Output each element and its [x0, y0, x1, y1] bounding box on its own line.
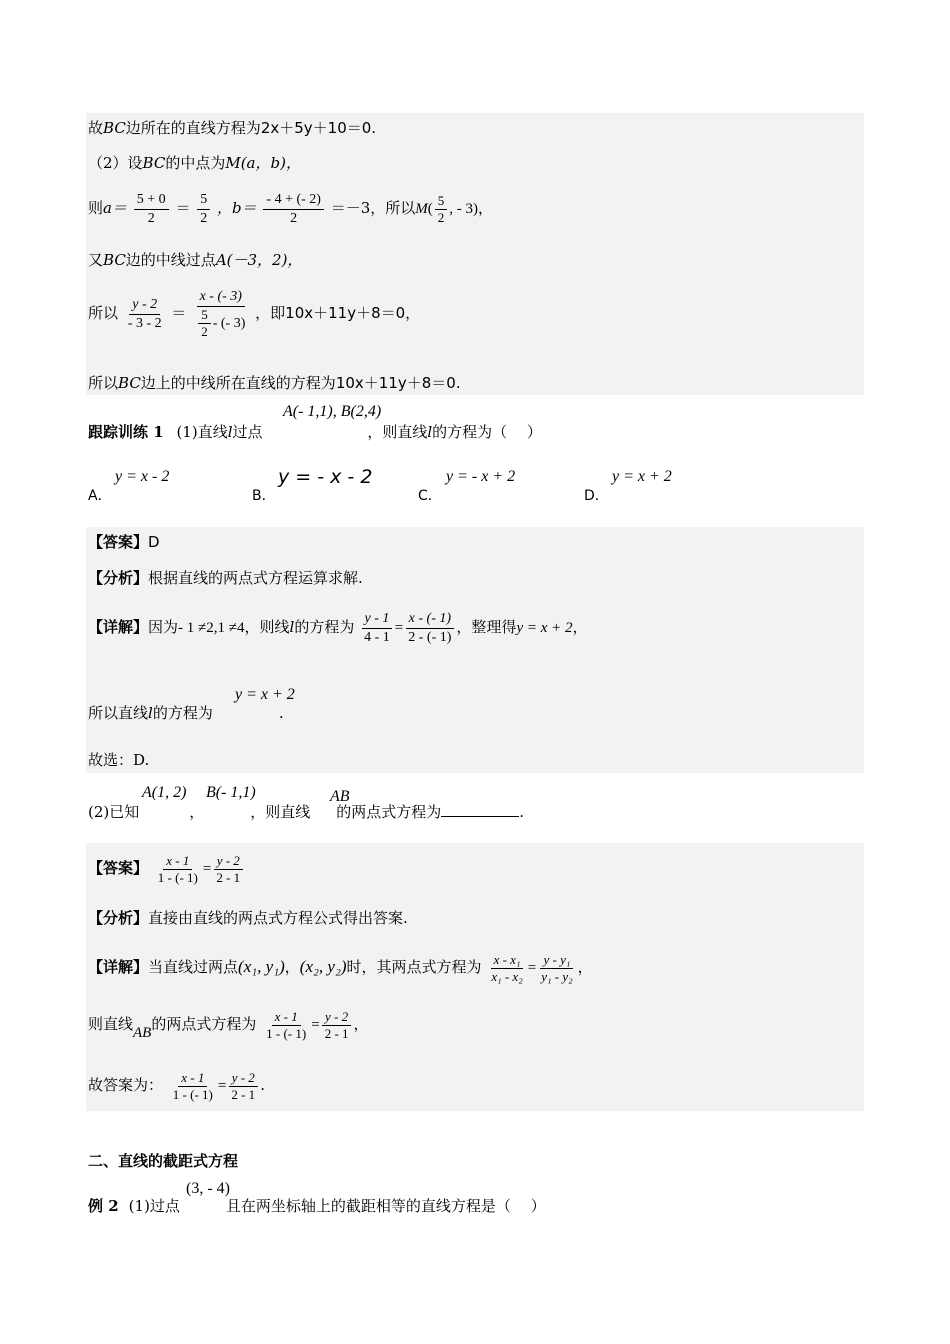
- fraction: $\frac{- 4 + (- 2)}{2}$: [263, 191, 324, 228]
- fraction: $\frac{\text{x - x₁}}{\text{x₁ - x₂}}$: [491, 951, 523, 984]
- solution-line-3: 则a＝ $\frac{5 + 0}{2}$ ＝ $\frac{5}{2}$ ，b＝ $\frac{- 4 + (- 2)}{2}$ ＝－3，所以M( $\frac{5}{2}$ , - 3)，: [88, 191, 494, 226]
- q2-point-b: B(- 1,1): [206, 784, 256, 801]
- option-d-letter[interactable]: D．: [584, 488, 609, 504]
- fraction: $\frac{x - 1}{1 - (- 1)}$: [157, 852, 198, 885]
- answer-block-1-bg: [86, 527, 864, 773]
- q2-ab: AB: [330, 788, 350, 805]
- answer-1: 【答案】D: [88, 533, 160, 551]
- fraction: $\frac{5}{2}$: [197, 191, 210, 228]
- detail-1: 【详解】因为- 1 ≠2,1 ≠4，则线l的方程为 $\frac{y - 1}{4 - 1}$ = $\frac{x - (- 1)}{2 - (- 1)}$ ，整理得y = x + 2，: [88, 610, 588, 645]
- example-2-line: 例 2 (1)过点 且在两坐标轴上的截距相等的直线方程是（ ）: [88, 1197, 546, 1215]
- section-heading: 二、直线的截距式方程: [88, 1152, 239, 1170]
- fraction: $\frac{x - (- 1)}{2 - (- 1)}$: [405, 610, 454, 647]
- choose-line: 故选：D.: [88, 751, 150, 769]
- solution-line-6: 所以BC边上的中线所在直线的方程为10x＋11y＋8＝0.: [88, 374, 461, 392]
- detail-2: 【详解】当直线过两点(x₁, y₁)，(x₂, y₂)时，其两点式方程为 $\frac{\text{x - x₁}}{\text{x₁ - x₂}}$ = $\frac{\text{y - y₁}}{\text{y₁ - y₂}}$ ，: [88, 951, 593, 984]
- fraction: $\frac{\text{y - y₁}}{\text{y₁ - y₂}}$: [541, 951, 573, 984]
- solution-line-5: 所以 $\frac{y - 2}{- 3 - 2}$ ＝ x - (- 3) $\frac{5}{2}$ - (- 3) ，即10x＋11y＋8＝0，: [88, 289, 421, 339]
- fraction: $\frac{y - 2}{- 3 - 2}$: [127, 296, 162, 331]
- option-d-expr[interactable]: y = x + 2: [612, 468, 672, 485]
- solution-line-4: 又BC边的中线过点A(－3，2)，: [88, 251, 303, 269]
- q2-line: (2)已知 ， ，则直线 的两点式方程为 .: [88, 803, 525, 821]
- solution-line-2: （2）设BC的中点为M(a，b)，: [88, 154, 301, 172]
- solution-line-1: 故BC边所在的直线方程为2x＋5y＋10＝0.: [88, 119, 377, 137]
- so-equation: y = x + 2: [235, 686, 295, 703]
- then-line: 则直线AB的两点式方程为 $\frac{x - 1}{1 - (- 1)}$ = $\frac{y - 2}{2 - 1}$ ，: [88, 1008, 369, 1041]
- option-b-expr[interactable]: y = - x - 2: [278, 466, 373, 488]
- track-question: 跟踪训练 1 (1)直线l过点 ，则直线l的方程为（ ）: [88, 423, 542, 441]
- fraction: $\frac{y - 2}{2 - 1}$: [213, 853, 243, 886]
- answer-blank[interactable]: [441, 802, 519, 817]
- option-b-letter[interactable]: B．: [252, 488, 276, 504]
- option-a-letter[interactable]: A．: [88, 488, 112, 504]
- fraction: $\frac{5 + 0}{2}$: [134, 191, 169, 228]
- analysis-2: 【分析】直接由直线的两点式方程公式得出答案.: [88, 909, 408, 927]
- option-c-letter[interactable]: C．: [418, 488, 442, 504]
- fraction: $\frac{x - 1}{1 - (- 1)}$: [172, 1069, 213, 1102]
- answer-2: 【答案】 $\frac{x - 1}{1 - (- 1)}$ = $\frac{y - 2}{2 - 1}$: [88, 846, 245, 891]
- fraction: $\frac{5}{2}$: [435, 193, 448, 226]
- fraction: $\frac{5}{2}$: [198, 307, 211, 340]
- fraction: $\frac{y - 1}{4 - 1}$: [361, 610, 393, 647]
- question-points: A(- 1,1), B(2,4): [283, 403, 382, 420]
- so-line: 所以直线l的方程为 .: [88, 704, 284, 722]
- fraction: $\frac{y - 2}{2 - 1}$: [228, 1070, 258, 1103]
- fraction: $\frac{y - 2}{2 - 1}$: [322, 1009, 352, 1042]
- analysis-1: 【分析】根据直线的两点式方程运算求解.: [88, 569, 363, 587]
- option-c-expr[interactable]: y = - x + 2: [446, 468, 516, 485]
- q2-point-a: A(1, 2): [142, 784, 187, 801]
- final-answer-line: 故答案为： $\frac{x - 1}{1 - (- 1)}$ = $\frac{y - 2}{2 - 1}$ .: [88, 1069, 265, 1102]
- fraction: $\frac{x - 1}{1 - (- 1)}$: [266, 1008, 307, 1041]
- option-a-expr[interactable]: y = x - 2: [115, 468, 170, 485]
- example-point: (3, - 4): [186, 1180, 230, 1197]
- complex-fraction: x - (- 3) $\frac{5}{2}$ - (- 3): [193, 288, 248, 340]
